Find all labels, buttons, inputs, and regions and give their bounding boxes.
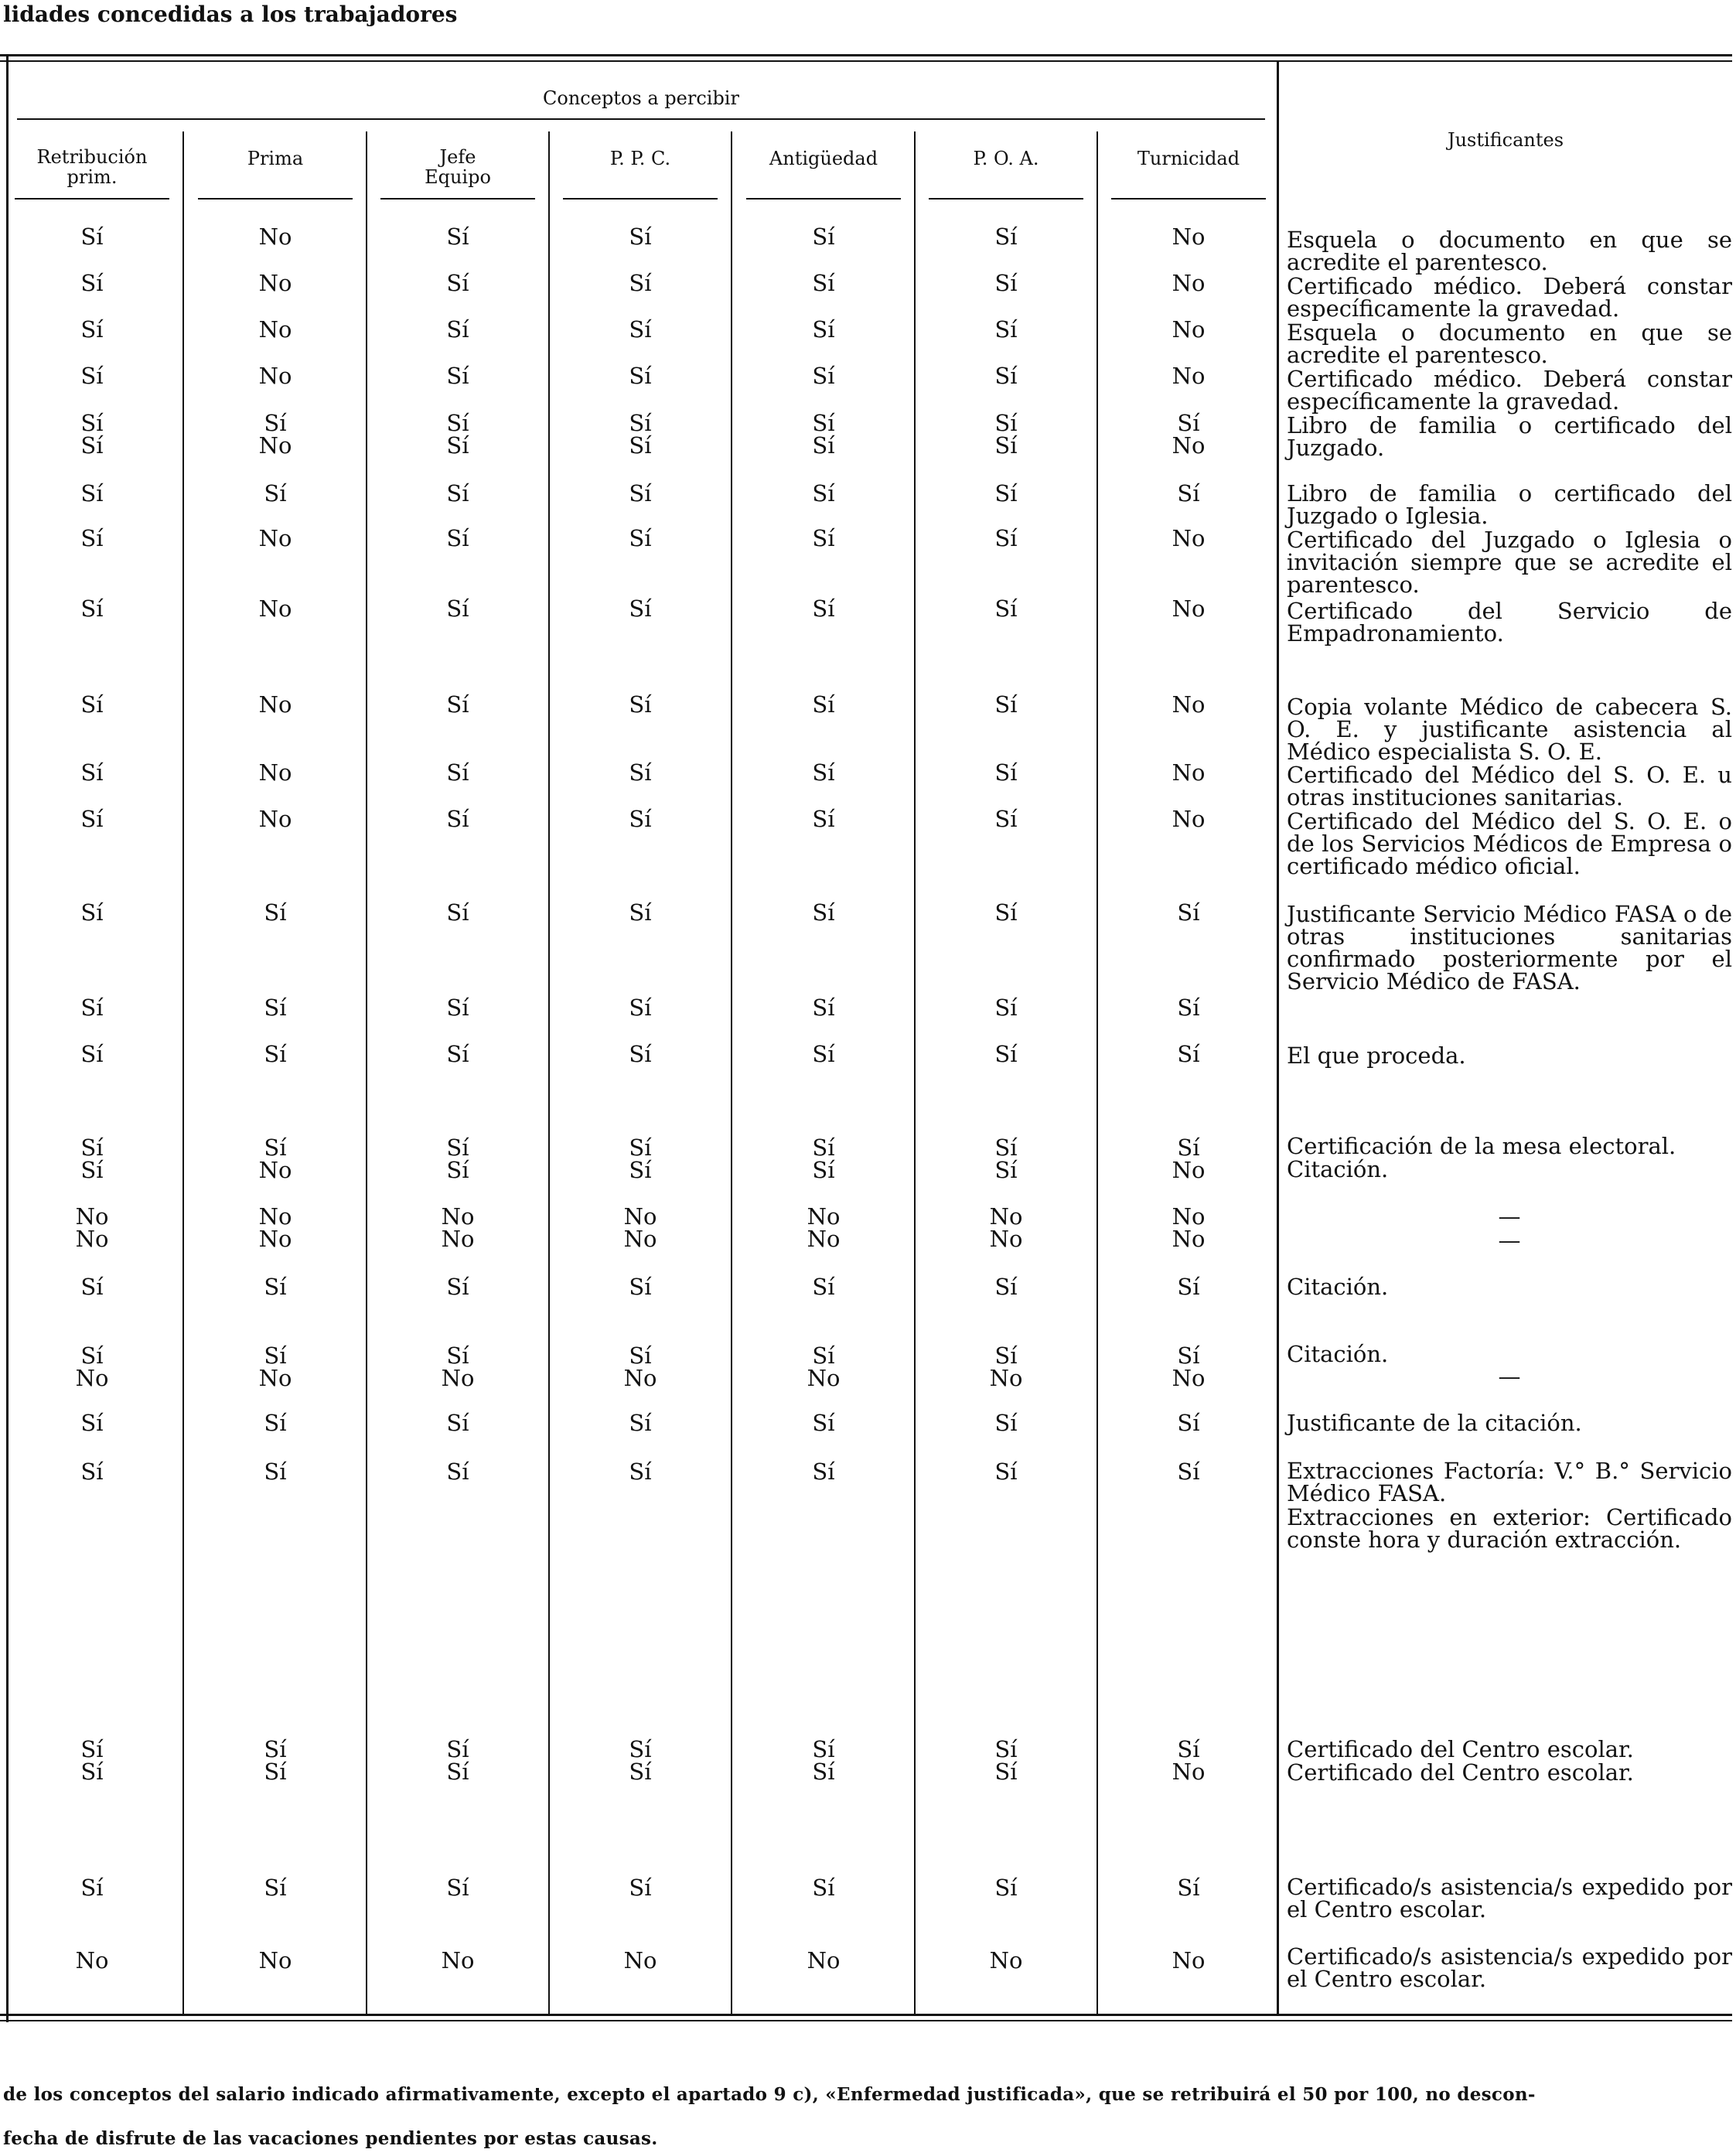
table-cell: Sí xyxy=(994,316,1018,343)
table-cell: Sí xyxy=(994,994,1018,1021)
column-divider xyxy=(182,131,184,2014)
column-divider xyxy=(914,131,916,2014)
group-header-rule xyxy=(17,118,1265,120)
table-cell: Sí xyxy=(629,270,652,296)
table-cell: No xyxy=(258,1365,292,1391)
justificante-text: Extracciones en exterior: Certificado conste hora y duración extracción. xyxy=(1287,1504,1732,1553)
table-cell: Sí xyxy=(994,480,1018,507)
table-cell: Sí xyxy=(629,1274,652,1300)
table-cell: No xyxy=(258,223,292,250)
justificantes-header: Justificantes xyxy=(1447,129,1564,151)
table-cell: Sí xyxy=(446,1342,469,1369)
justificantes-separator xyxy=(1277,62,1279,2014)
table-cell: No xyxy=(441,1226,475,1252)
table-cell: Sí xyxy=(994,410,1018,436)
table-cell: Sí xyxy=(264,1274,287,1300)
table-cell: Sí xyxy=(446,316,469,343)
table-cell: Sí xyxy=(1177,899,1200,926)
table-cell: Sí xyxy=(264,410,287,436)
table-cell: Sí xyxy=(812,480,835,507)
justificante-text: El que proceda. xyxy=(1287,1042,1466,1069)
table-cell: Sí xyxy=(994,432,1018,459)
column-header xyxy=(917,148,1095,169)
table-cell: No xyxy=(258,432,292,459)
table-cell: Sí xyxy=(446,691,469,718)
table-cell: No xyxy=(258,759,292,786)
justificante-text: — xyxy=(1498,1363,1521,1390)
table-cell: Sí xyxy=(264,899,287,926)
table-cell: No xyxy=(989,1947,1023,1973)
table-cell: Sí xyxy=(264,1410,287,1436)
table-cell: No xyxy=(258,1157,292,1183)
table-cell: Sí xyxy=(812,595,835,622)
table-cell: No xyxy=(989,1365,1023,1391)
justificante-text: Certificado del Juzgado o Iglesia o invitación siempre que se acredite el parentesco. xyxy=(1287,527,1732,598)
table-cell: No xyxy=(807,1203,841,1230)
table-cell: No xyxy=(258,691,292,718)
table-cell: Sí xyxy=(80,410,104,436)
table-cell: No xyxy=(1172,1759,1206,1785)
table-cell: Sí xyxy=(812,1157,835,1183)
table-cell: No xyxy=(1172,691,1206,718)
table-cell: No xyxy=(258,1947,292,1973)
table-cell: Sí xyxy=(812,759,835,786)
justificante-text: Libro de familia o certificado del Juzgado. xyxy=(1287,412,1732,461)
table-cell: Sí xyxy=(629,223,652,250)
table-cell: Sí xyxy=(629,316,652,343)
table-left-border xyxy=(6,54,9,2022)
column-header-line: Prima xyxy=(247,148,304,169)
justificante-text: Extracciones Factoría: V.° B.° Servicio Médico FASA. xyxy=(1287,1458,1732,1506)
table-cell: No xyxy=(258,1226,292,1252)
justificante-text: Certificado/s asistencia/s expedido por el Centro escolar. xyxy=(1287,1943,1732,1992)
table-cell: Sí xyxy=(264,1342,287,1369)
table-cell: Sí xyxy=(446,1410,469,1436)
table-cell: No xyxy=(1172,806,1206,832)
table-cell: Sí xyxy=(629,1134,652,1161)
table-cell: No xyxy=(441,1947,475,1973)
table-cell: Sí xyxy=(629,1875,652,1901)
table-top-rule-2 xyxy=(0,60,1732,62)
column-header-rule xyxy=(380,198,535,200)
table-bottom-rule xyxy=(0,2014,1732,2016)
table-cell: Sí xyxy=(80,1759,104,1785)
table-cell: No xyxy=(258,1203,292,1230)
table-cell: No xyxy=(807,1365,841,1391)
table-cell: Sí xyxy=(80,525,104,551)
table-cell: No xyxy=(1172,316,1206,343)
footer-line-1: de los conceptos del salario indicado afirmativamente, excepto el apartado 9 c), «Enfermedad justificada», que se retribuirá el 50 por 100, no descon- xyxy=(3,2084,1536,2105)
table-cell: Sí xyxy=(446,525,469,551)
table-cell: No xyxy=(258,316,292,343)
table-cell: Sí xyxy=(629,595,652,622)
table-cell: No xyxy=(1172,1226,1206,1252)
table-cell: Sí xyxy=(629,432,652,459)
table-cell: Sí xyxy=(446,1134,469,1161)
table-cell: Sí xyxy=(80,595,104,622)
table-cell: Sí xyxy=(264,1875,287,1901)
table-cell: Sí xyxy=(812,270,835,296)
table-cell: Sí xyxy=(446,363,469,389)
table-cell: No xyxy=(807,1226,841,1252)
table-cell: Sí xyxy=(629,691,652,718)
justificante-text: Certificado médico. Deberá constar específicamente la gravedad. xyxy=(1287,366,1732,414)
table-cell: Sí xyxy=(812,691,835,718)
justificante-text: Certificado médico. Deberá constar específicamente la gravedad. xyxy=(1287,273,1732,322)
justificante-text: Certificado del Servicio de Empadronamiento. xyxy=(1287,598,1732,646)
justificante-text: Copia volante Médico de cabecera S. O. E. y justificante asistencia al Médico especialista S. O. E. xyxy=(1287,694,1732,765)
group-header: Conceptos a percibir xyxy=(543,87,739,109)
table-bottom-rule-2 xyxy=(0,2020,1732,2021)
table-cell: Sí xyxy=(446,432,469,459)
table-cell: Sí xyxy=(80,1410,104,1436)
table-cell: Sí xyxy=(446,595,469,622)
table-cell: Sí xyxy=(812,525,835,551)
table-cell: Sí xyxy=(446,480,469,507)
column-header xyxy=(1100,148,1277,169)
table-cell: Sí xyxy=(80,1875,104,1901)
table-cell: Sí xyxy=(264,1458,287,1485)
table-cell: Sí xyxy=(80,363,104,389)
table-cell: Sí xyxy=(629,806,652,832)
table-cell: Sí xyxy=(812,316,835,343)
justificante-text: Esquela o documento en que se acredite el parentesco. xyxy=(1287,319,1732,368)
justificante-text: Justificante de la citación. xyxy=(1287,1410,1582,1436)
column-header-line: P. O. A. xyxy=(973,148,1039,169)
table-cell: Sí xyxy=(994,759,1018,786)
column-header-line: Equipo xyxy=(425,166,491,188)
table-cell: No xyxy=(1172,1203,1206,1230)
table-cell: Sí xyxy=(812,1041,835,1067)
table-cell: Sí xyxy=(629,1736,652,1762)
table-cell: Sí xyxy=(994,1134,1018,1161)
table-cell: Sí xyxy=(994,1342,1018,1369)
column-header-rule xyxy=(15,198,169,200)
table-cell: Sí xyxy=(994,806,1018,832)
justificante-text: Certificado del Médico del S. O. E. u otras instituciones sanitarias. xyxy=(1287,762,1732,810)
table-cell: Sí xyxy=(264,480,287,507)
justificante-text: Certificado/s asistencia/s expedido por el Centro escolar. xyxy=(1287,1874,1732,1922)
column-header xyxy=(551,148,729,169)
table-cell: Sí xyxy=(812,432,835,459)
justificante-text: Libro de familia o certificado del Juzgado o Iglesia. xyxy=(1287,480,1732,529)
column-divider xyxy=(1097,131,1098,2014)
table-cell: Sí xyxy=(446,1458,469,1485)
table-cell: Sí xyxy=(812,1875,835,1901)
table-cell: Sí xyxy=(812,1342,835,1369)
table-cell: Sí xyxy=(446,223,469,250)
justificante-text: Certificado del Centro escolar. xyxy=(1287,1736,1634,1762)
table-cell: Sí xyxy=(80,1736,104,1762)
table-cell: Sí xyxy=(80,806,104,832)
column-header-rule xyxy=(1111,198,1266,200)
table-cell: Sí xyxy=(629,363,652,389)
table-cell: Sí xyxy=(629,525,652,551)
table-cell: Sí xyxy=(446,1875,469,1901)
table-cell: Sí xyxy=(80,1041,104,1067)
table-cell: Sí xyxy=(812,1458,835,1485)
table-cell: No xyxy=(258,525,292,551)
table-cell: No xyxy=(1172,759,1206,786)
table-cell: No xyxy=(258,806,292,832)
table-cell: No xyxy=(258,595,292,622)
table-cell: Sí xyxy=(629,410,652,436)
table-cell: Sí xyxy=(1177,410,1200,436)
table-cell: Sí xyxy=(994,1759,1018,1785)
table-cell: Sí xyxy=(629,994,652,1021)
table-cell: Sí xyxy=(1177,480,1200,507)
justificante-text: Certificación de la mesa electoral. xyxy=(1287,1133,1676,1159)
table-cell: Sí xyxy=(629,899,652,926)
justificante-text: Citación. xyxy=(1287,1341,1389,1367)
justificante-text: Esquela o documento en que se acredite el parentesco. xyxy=(1287,227,1732,275)
table-cell: Sí xyxy=(1177,1458,1200,1485)
table-cell: Sí xyxy=(1177,1342,1200,1369)
table-cell: No xyxy=(75,1226,109,1252)
table-cell: Sí xyxy=(446,270,469,296)
table-cell: Sí xyxy=(80,899,104,926)
column-header-line: prim. xyxy=(67,166,118,188)
justificante-text: Citación. xyxy=(1287,1274,1389,1300)
table-cell: Sí xyxy=(629,480,652,507)
table-cell: Sí xyxy=(80,994,104,1021)
table-cell: Sí xyxy=(80,270,104,296)
table-cell: No xyxy=(989,1226,1023,1252)
table-cell: Sí xyxy=(264,1041,287,1067)
table-cell: Sí xyxy=(446,994,469,1021)
table-cell: Sí xyxy=(629,759,652,786)
table-cell: Sí xyxy=(1177,1875,1200,1901)
column-header xyxy=(186,148,364,169)
table-cell: No xyxy=(989,1203,1023,1230)
table-cell: Sí xyxy=(994,1458,1018,1485)
justificante-text: Citación. xyxy=(1287,1156,1389,1182)
table-cell: Sí xyxy=(629,1342,652,1369)
justificante-text: — xyxy=(1498,1203,1521,1230)
table-cell: Sí xyxy=(1177,1410,1200,1436)
table-cell: No xyxy=(1172,1365,1206,1391)
table-cell: Sí xyxy=(994,899,1018,926)
table-cell: No xyxy=(441,1365,475,1391)
table-cell: Sí xyxy=(446,1041,469,1067)
table-cell: Sí xyxy=(80,691,104,718)
table-cell: Sí xyxy=(1177,1041,1200,1067)
table-cell: No xyxy=(807,1947,841,1973)
table-cell: Sí xyxy=(994,1157,1018,1183)
table-cell: Sí xyxy=(994,363,1018,389)
table-cell: Sí xyxy=(812,1134,835,1161)
table-cell: Sí xyxy=(994,595,1018,622)
column-header xyxy=(369,147,547,187)
table-cell: Sí xyxy=(446,759,469,786)
table-cell: No xyxy=(258,270,292,296)
table-cell: Sí xyxy=(80,1342,104,1369)
justificante-text: Justificante Servicio Médico FASA o de otras instituciones sanitarias confirmado posteriormente por el Servicio Médico de FASA. xyxy=(1287,901,1732,994)
table-cell: Sí xyxy=(80,759,104,786)
table-cell: No xyxy=(441,1203,475,1230)
table-cell: Sí xyxy=(264,994,287,1021)
column-divider xyxy=(731,131,732,2014)
table-cell: Sí xyxy=(812,223,835,250)
table-cell: No xyxy=(1172,525,1206,551)
table-cell: Sí xyxy=(812,994,835,1021)
column-header xyxy=(3,147,181,187)
table-cell: No xyxy=(1172,270,1206,296)
table-cell: Sí xyxy=(446,899,469,926)
table-cell: Sí xyxy=(994,1410,1018,1436)
footer-line-2: fecha de disfrute de las vacaciones pendientes por estas causas. xyxy=(3,2128,658,2149)
table-cell: Sí xyxy=(80,223,104,250)
table-cell: Sí xyxy=(1177,1134,1200,1161)
table-cell: Sí xyxy=(446,1274,469,1300)
table-cell: Sí xyxy=(80,316,104,343)
column-header-rule xyxy=(198,198,353,200)
table-cell: No xyxy=(623,1203,657,1230)
table-cell: No xyxy=(75,1203,109,1230)
table-cell: Sí xyxy=(812,806,835,832)
table-cell: Sí xyxy=(629,1410,652,1436)
table-cell: Sí xyxy=(994,525,1018,551)
table-cell: Sí xyxy=(80,480,104,507)
table-cell: Sí xyxy=(812,410,835,436)
table-cell: Sí xyxy=(446,806,469,832)
table-cell: Sí xyxy=(446,1759,469,1785)
table-cell: No xyxy=(1172,595,1206,622)
column-header-line: P. P. C. xyxy=(609,148,671,169)
table-cell: Sí xyxy=(629,1458,652,1485)
table-cell: Sí xyxy=(812,1759,835,1785)
table-cell: Sí xyxy=(80,1134,104,1161)
table-cell: No xyxy=(623,1947,657,1973)
table-cell: Sí xyxy=(994,223,1018,250)
justificante-text: Certificado del Centro escolar. xyxy=(1287,1759,1634,1786)
page-title: lidades concedidas a los trabajadores xyxy=(3,2,458,27)
table-cell: Sí xyxy=(80,1157,104,1183)
justificante-text: — xyxy=(1498,1227,1521,1254)
table-cell: Sí xyxy=(446,410,469,436)
column-header-line: Retribución xyxy=(36,146,148,168)
table-cell: Sí xyxy=(446,1736,469,1762)
table-cell: Sí xyxy=(994,691,1018,718)
table-cell: Sí xyxy=(812,1274,835,1300)
table-cell: No xyxy=(75,1365,109,1391)
table-cell: Sí xyxy=(80,1274,104,1300)
table-cell: Sí xyxy=(994,1041,1018,1067)
table-cell: No xyxy=(623,1365,657,1391)
table-cell: Sí xyxy=(994,270,1018,296)
column-header-line: Turnicidad xyxy=(1137,148,1240,169)
table-cell: Sí xyxy=(629,1759,652,1785)
table-cell: Sí xyxy=(629,1041,652,1067)
table-cell: No xyxy=(1172,223,1206,250)
table-cell: Sí xyxy=(812,899,835,926)
table-cell: Sí xyxy=(994,1875,1018,1901)
table-cell: Sí xyxy=(994,1736,1018,1762)
column-header xyxy=(735,148,912,169)
column-divider xyxy=(548,131,550,2014)
table-top-rule xyxy=(0,54,1732,56)
table-cell: No xyxy=(258,363,292,389)
table-cell: Sí xyxy=(1177,1736,1200,1762)
table-cell: No xyxy=(623,1226,657,1252)
table-cell: No xyxy=(1172,1157,1206,1183)
column-header-rule xyxy=(746,198,901,200)
table-cell: Sí xyxy=(446,1157,469,1183)
table-cell: Sí xyxy=(264,1759,287,1785)
table-cell: Sí xyxy=(264,1134,287,1161)
table-cell: Sí xyxy=(812,363,835,389)
table-cell: Sí xyxy=(80,432,104,459)
table-cell: Sí xyxy=(812,1736,835,1762)
column-header-line: Antigüedad xyxy=(769,148,878,169)
table-cell: Sí xyxy=(629,1157,652,1183)
table-cell: No xyxy=(1172,1947,1206,1973)
justificante-text: Certificado del Médico del S. O. E. o de los Servicios Médicos de Empresa o certificado médico oficial. xyxy=(1287,808,1732,879)
column-header-rule xyxy=(563,198,718,200)
table-cell: Sí xyxy=(994,1274,1018,1300)
table-cell: No xyxy=(75,1947,109,1973)
table-cell: Sí xyxy=(812,1410,835,1436)
table-cell: No xyxy=(1172,432,1206,459)
column-header-line: Jefe xyxy=(439,146,476,168)
table-cell: Sí xyxy=(264,1736,287,1762)
table-cell: Sí xyxy=(1177,1274,1200,1300)
table-cell: No xyxy=(1172,363,1206,389)
table-cell: Sí xyxy=(80,1458,104,1485)
column-divider xyxy=(366,131,367,2014)
table-cell: Sí xyxy=(1177,994,1200,1021)
column-header-rule xyxy=(929,198,1083,200)
